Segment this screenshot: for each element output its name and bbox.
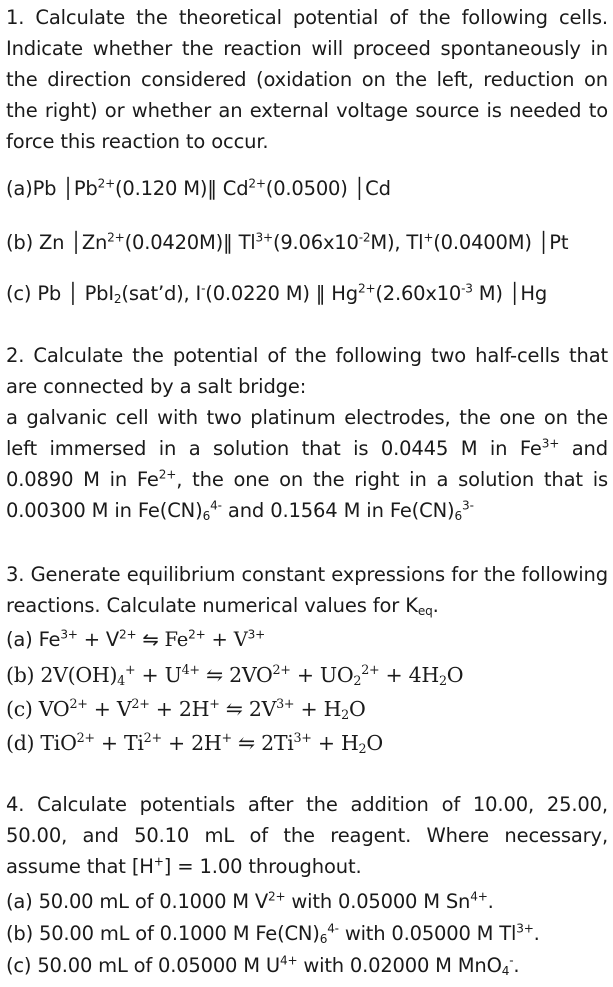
q1-cell-b: (b) Zn $│Zn^{2+}(0.0420M)‖$ $Tl^{3+}(9.06x10^{-2}M)$, Tl+(0.0400M) │Pt	[6, 230, 569, 254]
q1-cell-a: (a)Pb $│Pb^{2+}(0.120$ M)‖ $Cd^{2+}(0.0500)$ │Cd	[6, 176, 391, 200]
q4-part-c: (c) 50.00 mL of 0.05000 M $U^{4+}$ with 0.02000 M MnO$_4$-.	[6, 953, 520, 979]
q3-reaction-c: (c) $VO^{2+} + V^{2+} + 2H^+$ ⇋ $2V^{3+} + H_2O$	[6, 696, 366, 723]
q2-description: a galvanic cell with two platinum electrodes, the one on the left immersed in a solution that is 0.0445 M in $Fe^{3+}$ and 0.0890 M in $Fe^{2+}$, the one on the right in a solution that is 0.00300 M in $Fe(CN)_6^{4-}$ and 0.1564 M in $Fe(CN)_6^{3-}$	[6, 406, 608, 524]
q1-cell-c: (c) Pb │ PbI$_2$(sat’d), I-(0.0220 M) ‖ $Hg^{2+}(2.60x10^{-3}$ M) │Hg	[6, 281, 548, 307]
q3-reaction-a: (a) $Fe^{3+} + V^{2+}$ ⇋ $Fe^{2+} + V^{3+}$	[6, 627, 265, 651]
q1-intro: 1. Calculate the theoretical potential of the following cells. Indicate whether the reaction will proceed spontaneously in the direction considered (oxidation on the left, reduction on the right) or whether an external voltage source is needed to force this reaction to occur.	[6, 6, 608, 153]
q4-intro: 4. Calculate potentials after the addition of 10.00, 25.00, 50.00, and 50.10 mL of the reagent. Where necessary, assume that [H+] = 1.00 throughout.	[6, 793, 608, 878]
q4-part-a: (a) 50.00 mL of 0.1000 M $V^{2+}$ with 0.05000 M $Sn^{4+}$.	[6, 889, 494, 913]
q4-part-b: (b) 50.00 mL of 0.1000 M $Fe(CN)_6^{4-}$ with 0.05000 M $Tl^{3+}$.	[6, 921, 540, 947]
q3-reaction-d: (d) $TiO^{2+} + Ti^{2+} + 2H^+$ ⇋ $2Ti^{3+} + H_2O$	[6, 730, 383, 757]
q3-intro: 3. Generate equilibrium constant expressions for the following reactions. Calculate numerical values for $K_{eq}$.	[6, 563, 608, 619]
q2-intro: 2. Calculate the potential of the following two half-cells that are connected by a salt bridge:	[6, 344, 608, 398]
q3-reaction-b: (b) $2V(OH)_4^+ + U^{4+}$ ⇋ $2VO^{2+} + UO_2^{2+} + 4H_2O$	[6, 662, 464, 689]
